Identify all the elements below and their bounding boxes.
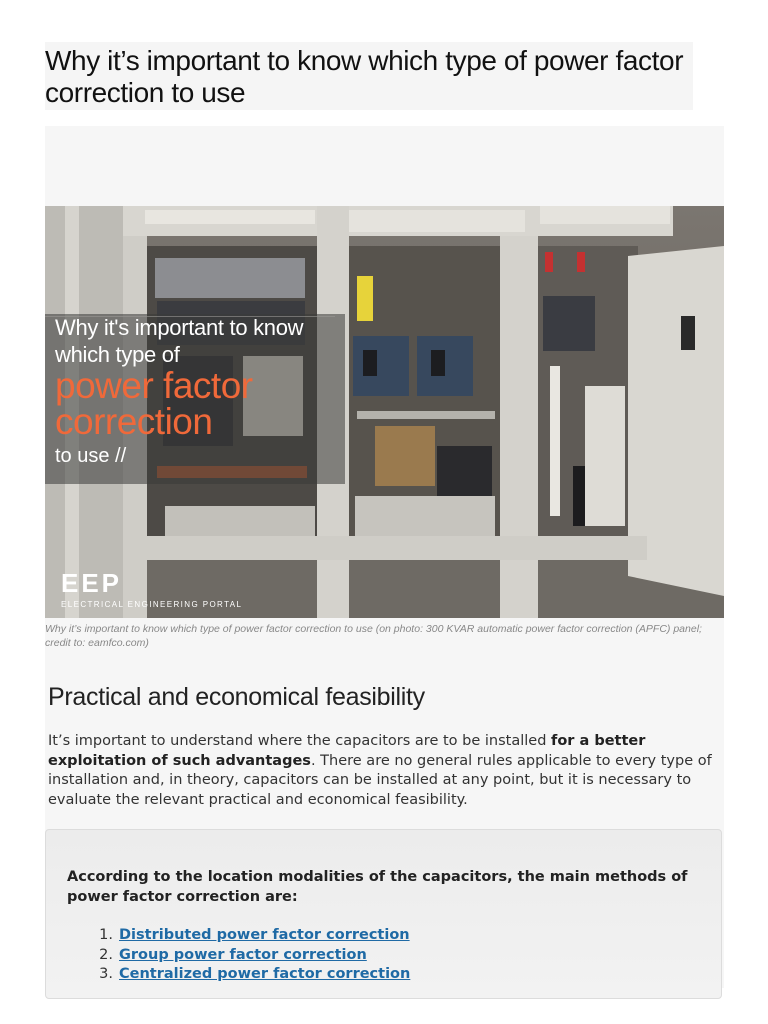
overlay-line-2: which type of [55,342,180,367]
featured-image [45,206,724,618]
methods-note-box [45,829,722,999]
image-overlay-text [55,314,355,470]
link-group-pfc[interactable]: Group power factor correction [119,946,367,963]
link-centralized-pfc[interactable]: Centralized power factor correction [119,966,411,982]
methods-list [67,926,410,985]
image-caption: Why it’s important to know which type of power factor correction to use (on photo: 300 KVAR automatic power factor correction (APFC) panel; credit to: eamfco.com) [45,623,702,649]
logo-mark: EEP [61,568,123,598]
body-paragraph [48,732,724,810]
list-item [67,946,410,966]
overlay-line-5: to use // [55,445,127,467]
paragraph-bold-text: for a better exploitation of such advantages [48,733,646,769]
paragraph-text-end: . There are no general rules applicable to every type of installation and, in theory, capacitors can be installed at any point, but it is necessary to evaluate the relevant practical and economical feasibility. [48,752,712,808]
overlay-line-3: power factor [55,365,253,406]
article-title: Why it’s important to know which type of power factor correction to use [45,45,684,108]
link-distributed-pfc[interactable]: Distributed power factor correction [119,927,410,943]
paragraph-text-start: It’s important to understand where the capacitors are to be installed [48,733,552,749]
article-title-box [45,42,693,110]
overlay-line-1: Why it's important to know [55,315,304,340]
list-number: 3. [99,966,113,982]
section-heading: Practical and economical feasibility [48,683,425,711]
list-number: 2. [99,946,113,963]
logo-text: ELECTRICAL ENGINEERING PORTAL [61,600,243,609]
list-item [67,965,410,985]
note-intro: According to the location modalities of the capacitors, the main methods of power factor correction are: [67,869,688,905]
eep-logo [61,570,242,609]
list-number: 1. [99,927,113,943]
overlay-line-4: correction [55,401,213,442]
list-item [67,926,410,946]
article-content [45,126,724,988]
